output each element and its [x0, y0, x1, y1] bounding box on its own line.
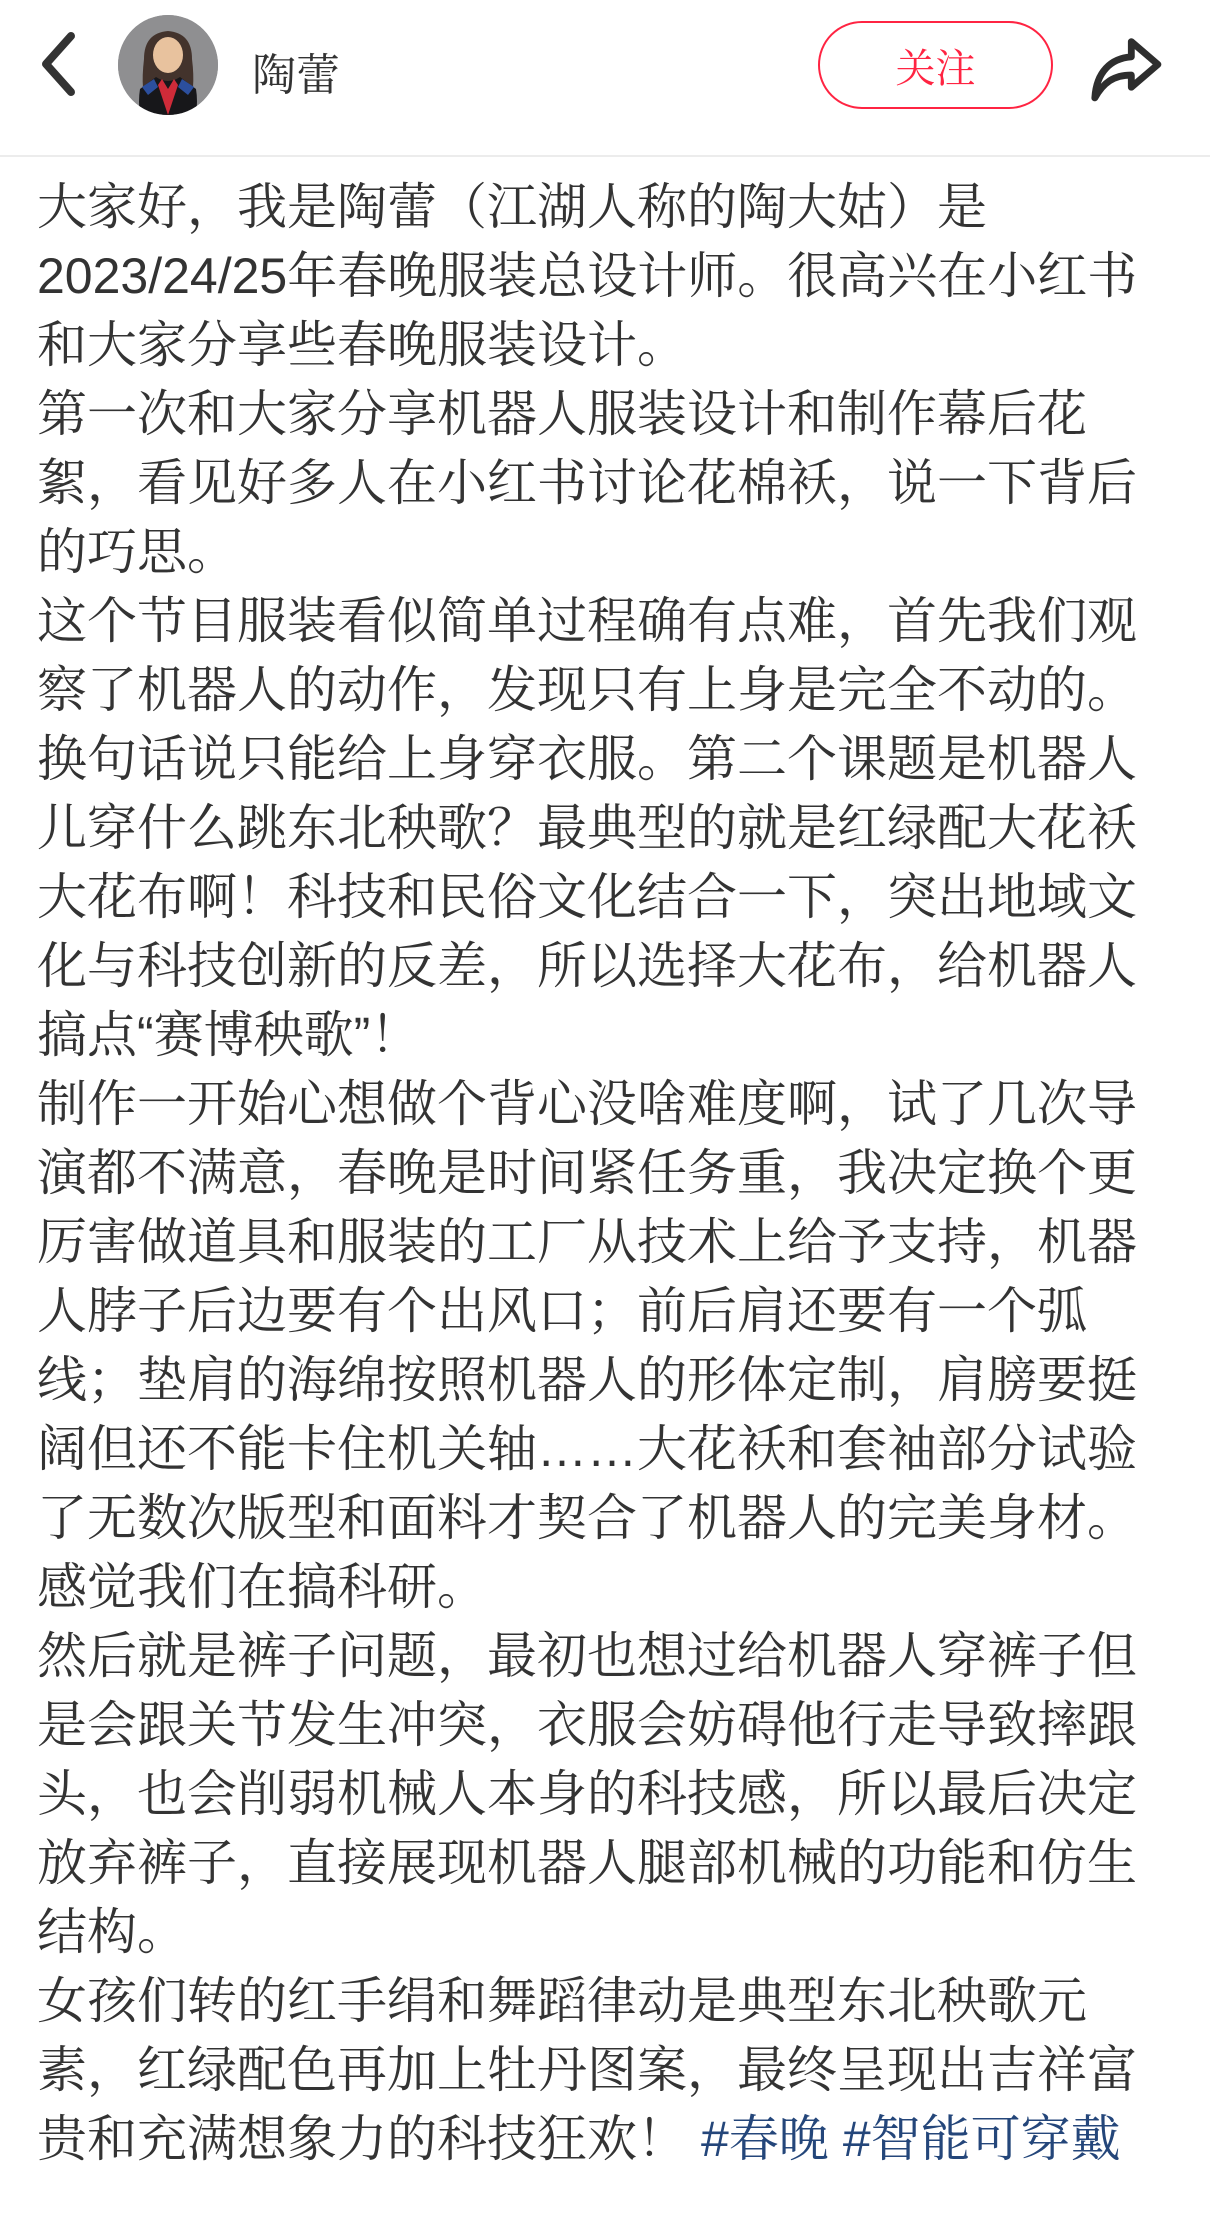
avatar-portrait-image [118, 15, 218, 115]
post-paragraph [37, 1967, 1173, 2174]
share-button[interactable] [1086, 28, 1166, 112]
nav-header [0, 0, 1210, 157]
post-paragraph: 制作一开始心想做个背心没啥难度啊，试了几次导演都不满意，春晚是时间紧任务重，我决定换个更厉害做道具和服装的工厂从技术上给予支持，机器人脖子后边要有个出风口；前后肩还要有一个弧线；垫肩的海绵按照机器人的形体定制，肩膀要挺阔但还不能卡住机关轴……大花袄和套袖部分试验了无数次版型和面料才契合了机器人的完美身材。感觉我们在搞科研。 [37, 1076, 1137, 1615]
post-paragraph: 第一次和大家分享机器人服装设计和制作幕后花絮，看见好多人在小红书讨论花棉袄，说一下背后的巧思。 [37, 386, 1137, 580]
hashtag-link-wearable[interactable]: #智能可穿戴 [842, 2111, 1121, 2167]
post-paragraph: 这个节目服装看似简单过程确有点难，首先我们观察了机器人的动作，发现只有上身是完全不动的。换句话说只能给上身穿衣服。第二个课题是机器人儿穿什么跳东北秧歌？最典型的就是红绿配大花袄大花布啊！科技和民俗文化结合一下，突出地域文化与科技创新的反差，所以选择大花布，给机器人搞点“赛博秧歌”！ [37, 593, 1137, 1063]
follow-button[interactable] [818, 21, 1053, 109]
share-arrow-icon [1088, 30, 1164, 111]
post-paragraph: 然后就是裤子问题，最初也想过给机器人穿裤子但是会跟关节发生冲突，衣服会妨碍他行走导致摔跟头，也会削弱机械人本身的科技感，所以最后决定放弃裤子，直接展现机器人腿部机械的功能和仿生结构。 [37, 1628, 1137, 1960]
hashtag-link-chunwan[interactable]: #春晚 [701, 2111, 829, 2167]
post-paragraph-text: 女孩们转的红手绢和舞蹈律动是典型东北秧歌元素，红绿配色再加上牡丹图案，最终呈现出吉祥富贵和充满想象力的科技狂欢！ [37, 1973, 1137, 2167]
user-avatar[interactable] [118, 15, 218, 115]
chevron-left-icon [38, 30, 78, 101]
user-name[interactable]: 陶蕾 [252, 51, 340, 100]
back-button[interactable] [30, 24, 86, 106]
post-paragraph: 大家好，我是陶蕾（江湖人称的陶大姑）是2023/24/25年春晚服装总设计师。很高兴在小红书和大家分享些春晚服装设计。 [37, 179, 1138, 373]
post-content [0, 157, 1210, 2174]
follow-button-label: 关注 [895, 46, 976, 91]
